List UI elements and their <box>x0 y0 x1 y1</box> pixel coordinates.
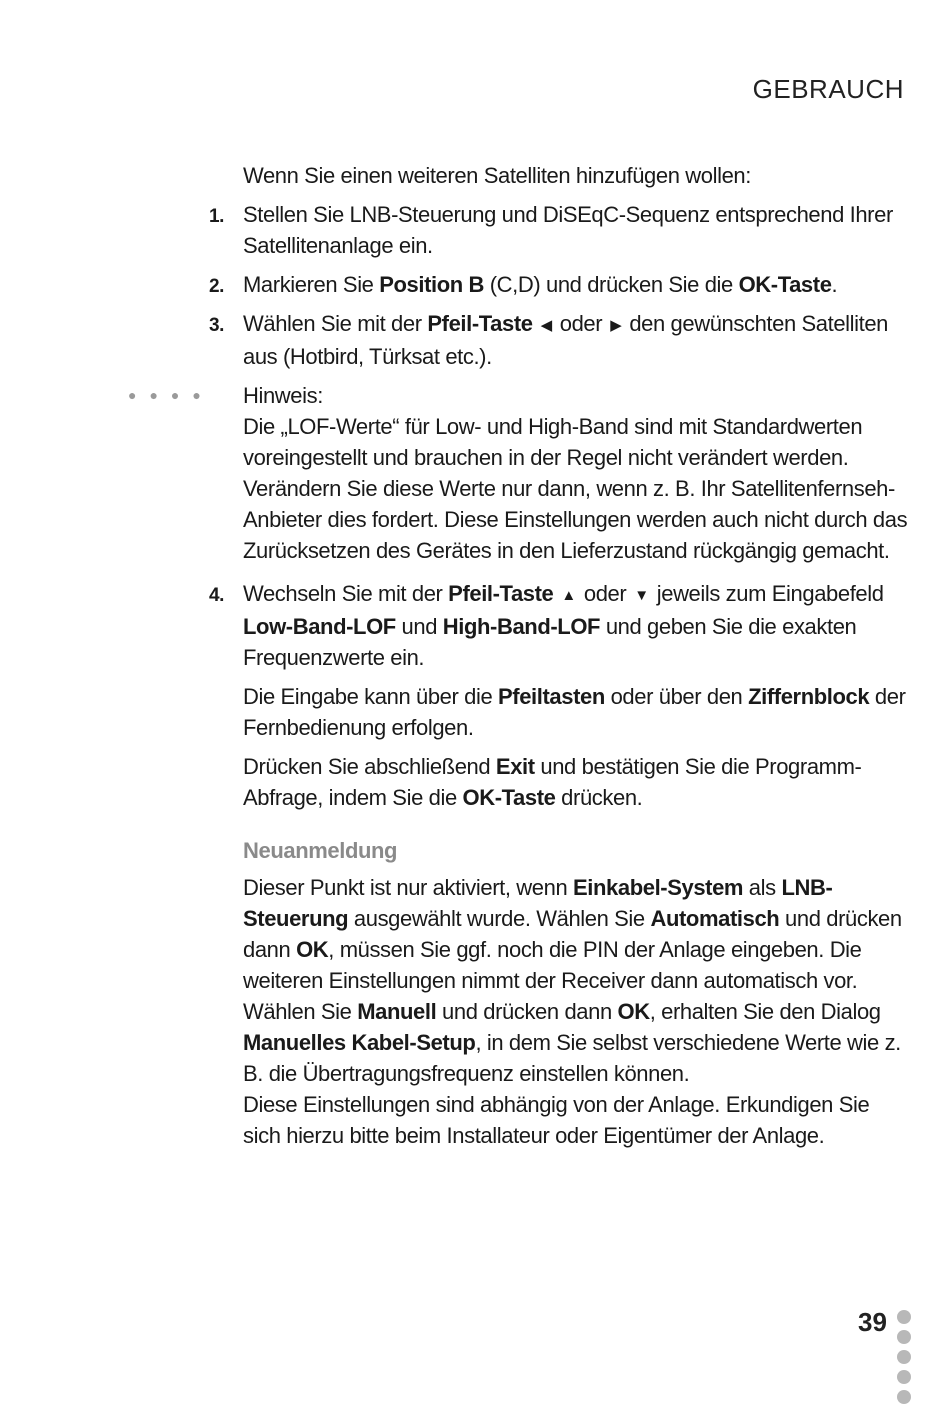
page-dots-icon <box>897 1310 913 1410</box>
para-text: und drücken dann <box>436 999 618 1024</box>
note-title: Hinweis: <box>243 383 323 408</box>
page-content <box>128 160 908 1159</box>
arrow-up-icon: ▲ <box>561 587 576 604</box>
page-number: 39 <box>858 1307 887 1337</box>
dot-icon <box>897 1330 911 1344</box>
step-text: (C,D) und drücken Sie die <box>484 272 739 297</box>
para-line: Diese Einstellungen sind abhängig von der Anlage. Erkundigen Sie sich hierzu bitte beim Installateur oder Eigentümer der Anlage. <box>243 1092 870 1148</box>
bold-term: OK-Taste <box>462 785 556 810</box>
arrow-down-icon: ▼ <box>634 587 649 604</box>
para-text: ausgewählt wurde. Wählen Sie <box>348 906 651 931</box>
bold-term: Position B <box>379 272 485 297</box>
step-number: 3. <box>209 315 225 336</box>
step-text: Wechseln Sie mit der <box>243 581 449 606</box>
step-text: und <box>395 614 443 639</box>
para-text: Wählen Sie <box>243 999 358 1024</box>
dot-icon <box>897 1350 911 1364</box>
para-text: Die Eingabe kann über die <box>243 684 499 709</box>
step-number: 1. <box>209 206 225 227</box>
bold-term: High-Band-LOF <box>442 614 601 639</box>
step-2 <box>209 269 908 300</box>
para-text: als <box>743 875 782 900</box>
para-text: und drücken dann <box>243 906 902 962</box>
step-text: Wählen Sie mit der <box>243 311 428 336</box>
bold-term: Exit <box>495 754 535 779</box>
dot-icon <box>897 1370 911 1384</box>
step-text: . <box>831 272 838 297</box>
input-paragraph <box>243 681 908 743</box>
step-number: 2. <box>209 276 225 297</box>
section-title: Neuanmeldung <box>243 838 398 863</box>
para-line <box>243 996 908 1089</box>
para-text: , in dem Sie selbst verschiedene Werte wie z. B. die Übertragungsfrequenz einstellen können. <box>243 1030 901 1086</box>
bold-term: Manuell <box>357 999 437 1024</box>
step-text: oder <box>559 311 603 336</box>
step-text: Markieren Sie <box>243 272 380 297</box>
arrow-right-icon: ▶ <box>610 317 622 334</box>
bold-term: LNB-Steuerung <box>243 875 833 931</box>
step-text: oder <box>583 581 627 606</box>
para-text: oder über den <box>604 684 749 709</box>
para-text: Dieser Punkt ist nur aktiviert, wenn <box>243 875 574 900</box>
bold-term: Einkabel-System <box>573 875 744 900</box>
step-number: 4. <box>209 585 225 606</box>
section-header: GEBRAUCH <box>752 74 904 104</box>
bold-term: Pfeil-Taste <box>448 581 554 606</box>
exit-paragraph <box>243 751 908 813</box>
note-text: Die „LOF-Werte“ für Low- und High-Band sind mit Standardwerten voreingestellt und brauchen in der Regel nicht verändert werden. Verändern Sie diese Werte nur dann, wenn z. B. Ihr Satellitenfernseh-Anbieter dies fordert. Diese Einstellungen werden auch nicht durch das Zurücksetzen des Gerätes in den Lieferzustand rückgängig gemacht. <box>243 414 908 563</box>
bold-term: Pfeiltasten <box>498 684 605 709</box>
step-4 <box>209 578 908 673</box>
para-text: Drücken Sie abschließend <box>243 754 496 779</box>
bold-term: Pfeil-Taste <box>427 311 533 336</box>
bold-term: OK <box>296 937 329 962</box>
intro-text: Wenn Sie einen weiteren Satelliten hinzufügen wollen: <box>243 163 751 188</box>
bold-term: Ziffernblock <box>748 684 870 709</box>
dot-icon <box>897 1310 911 1324</box>
para-text: , müssen Sie ggf. noch die PIN der Anlage eingeben. Die weiteren Einstellungen nimmt der Receiver dann automatisch vor. <box>243 937 862 993</box>
dot-icon <box>897 1390 911 1404</box>
note-bullets-icon: ●●●● <box>128 387 214 403</box>
para-text: , erhalten Sie den Dialog <box>649 999 881 1024</box>
para-text: und bestätigen Sie die Programm-Abfrage, indem Sie die <box>243 754 862 810</box>
bold-term: Low-Band-LOF <box>243 614 396 639</box>
bold-term: OK-Taste <box>738 272 832 297</box>
step-3 <box>209 308 908 372</box>
note-block <box>128 380 908 566</box>
step-text: jeweils zum Eingabefeld <box>656 581 884 606</box>
section-paragraph <box>243 872 908 1151</box>
bold-term: Manuelles Kabel-Setup <box>243 1030 476 1055</box>
bold-term: Automatisch <box>650 906 780 931</box>
para-text: der Fernbedienung erfolgen. <box>243 684 906 740</box>
step-text: und geben Sie die exakten Frequenzwerte ein. <box>243 614 857 670</box>
bold-term: OK <box>617 999 650 1024</box>
step-text: den gewünschten Satelliten aus (Hotbird, Türksat etc.). <box>243 311 889 369</box>
step-text: Stellen Sie LNB-Steuerung und DiSEqC-Sequenz entsprechend Ihrer Satellitenanlage ein. <box>243 202 893 258</box>
step-1 <box>209 199 908 261</box>
para-text: drücken. <box>555 785 643 810</box>
arrow-left-icon: ◀ <box>540 317 552 334</box>
